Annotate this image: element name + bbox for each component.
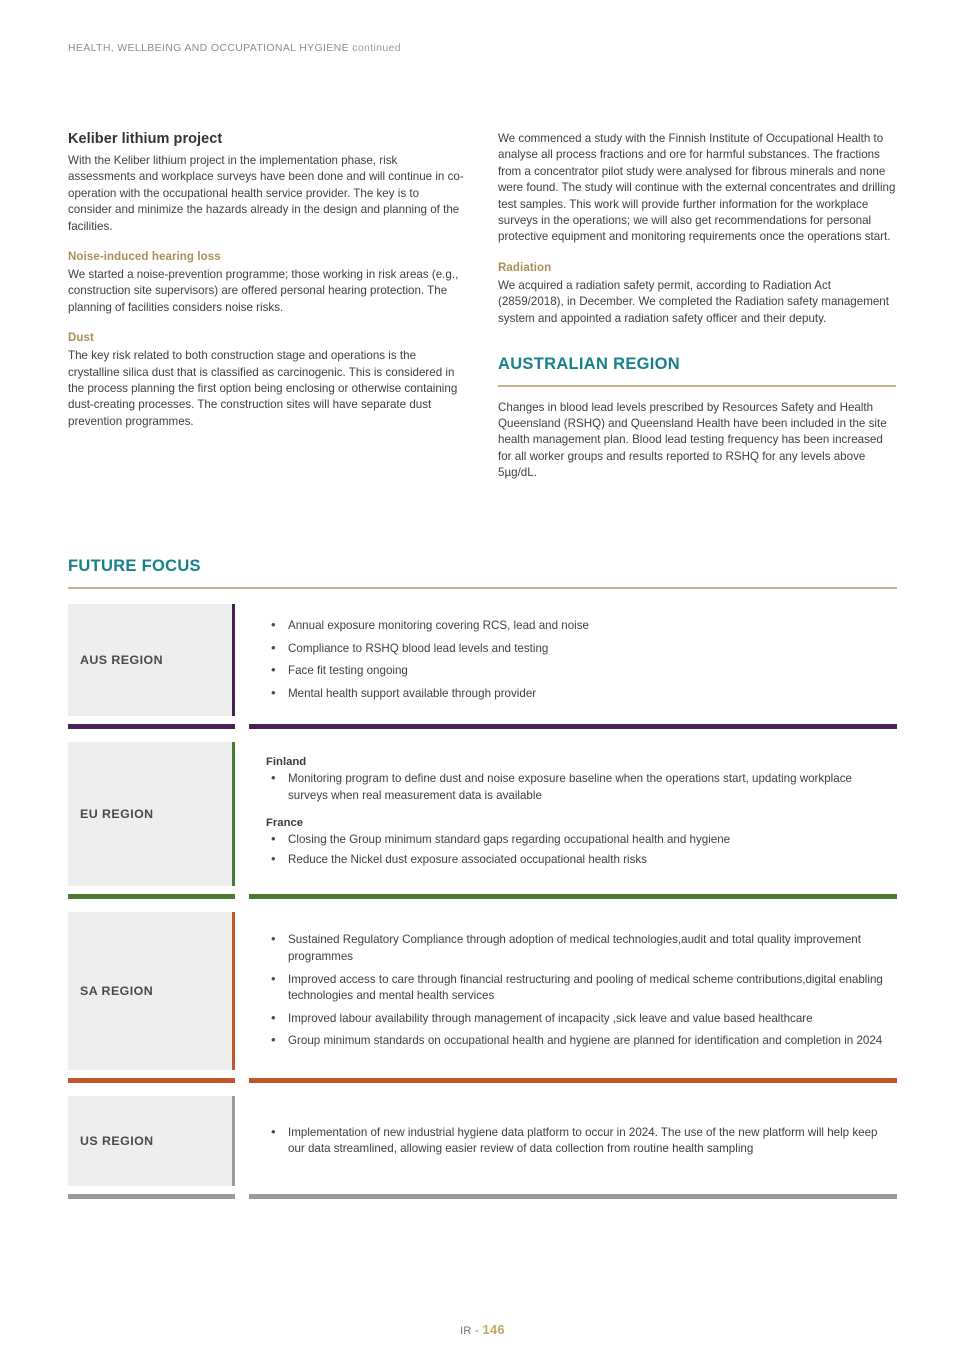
region-accent-bars <box>68 1194 897 1199</box>
future-focus-title: FUTURE FOCUS <box>68 557 201 575</box>
region-content-cell <box>249 742 897 886</box>
australian-region-heading: AUSTRALIAN REGION <box>498 355 681 374</box>
keliber-paragraph: With the Keliber lithium project in the implementation phase, risk assessments and workplace surveys have been done and will continue in co-operation with the occupational health service provider. The key is to consider and minimize the hazards already in the design and planning of the facilities. <box>68 154 464 233</box>
region-bullet-item: • Face fit testing ongoing <box>266 663 887 680</box>
region-bullet-item: • Group minimum standards on occupational health and hygiene are planned for identification and completion in 2024 <box>266 1033 887 1050</box>
region-accent-gap <box>235 724 249 729</box>
region-gutter <box>235 1096 249 1186</box>
body-columns <box>68 131 897 482</box>
region-bullet-list <box>266 832 887 872</box>
region-content-cell <box>249 604 897 716</box>
region-accent-bars <box>68 894 897 899</box>
noise-paragraph: We started a noise-prevention programme; those working in risk areas (e.g., construction site supervisors) are offered personal hearing protection. The planning of facilities considers noise risks. <box>68 268 459 314</box>
page-footer <box>0 1322 965 1337</box>
right-column <box>498 131 896 482</box>
region-gutter <box>235 742 249 886</box>
region-bullet-item: • Implementation of new industrial hygiene data platform to occur in 2024. The use of the new platform will help keep our data streamlined, allowing easier review of data collection from routine health sampling <box>266 1125 887 1158</box>
region-subheading: France <box>266 816 304 829</box>
region-accent-bar-right <box>249 1078 897 1083</box>
region-accent-bar-left <box>68 1078 235 1083</box>
region-block <box>68 1096 897 1199</box>
region-accent-bar-right <box>249 1194 897 1199</box>
region-bullet-list <box>266 932 887 1050</box>
region-content-cell <box>249 1096 897 1186</box>
region-bullet-item: • Compliance to RSHQ blood lead levels and testing <box>266 641 887 658</box>
region-label: US REGION <box>80 1134 154 1149</box>
left-column <box>68 131 466 482</box>
region-label-cell <box>68 604 235 716</box>
running-header <box>68 42 401 54</box>
dust-subheading: Dust <box>68 332 94 345</box>
region-accent-gap <box>235 894 249 899</box>
region-gutter <box>235 604 249 716</box>
radiation-paragraph: We acquired a radiation safety permit, according to Radiation Act (2859/2018), in December. We completed the Radiation safety management system and appointed a radiation safety officer and their deputy. <box>498 278 889 325</box>
region-bullet-item: • Closing the Group minimum standard gaps regarding occupational health and hygiene <box>266 832 887 848</box>
region-accent-bar-left <box>68 1194 235 1199</box>
region-label: AUS REGION <box>80 653 163 668</box>
footer-prefix: IR - <box>460 1325 479 1337</box>
dust-paragraph: The key risk related to both construction stage and operations is the crystalline silica dust that is classified as carcinogenic. This is considered in the process planning the first option being enclosing or otherwise containing dust-creating processes. The construction sites will have separate dust prevention programmes. <box>68 349 458 428</box>
region-accent-bar-right <box>249 894 897 899</box>
noise-subheading: Noise-induced hearing loss <box>68 251 221 264</box>
running-header-title: HEALTH, WELLBEING AND OCCUPATIONAL HYGIENE <box>68 42 349 54</box>
region-bullet-item: • Improved labour availability through management of incapacity ,sick leave and value based healthcare <box>266 1011 887 1028</box>
region-bullet-item: • Mental health support available through provider <box>266 686 887 703</box>
region-bullet-item: • Sustained Regulatory Compliance through adoption of medical technologies,audit and total quality improvement programmes <box>266 932 887 965</box>
region-block <box>68 912 897 1083</box>
region-gutter <box>235 912 249 1070</box>
region-accent-bars <box>68 724 897 729</box>
radiation-subheading: Radiation <box>498 261 552 274</box>
region-accent-gap <box>235 1194 249 1199</box>
region-row <box>68 742 897 886</box>
australian-region-paragraph: Changes in blood lead levels prescribed by Resources Safety and Health Queensland (RSHQ) and Queensland Health have been included in the site health management plan. Blood lead testing frequency has been increased for all worker groups and results reported to RSHQ for any levels above 5µg/dL. <box>498 400 887 480</box>
region-accent-bar-left <box>68 894 235 899</box>
region-accent-bar-right <box>249 724 897 729</box>
region-accent-gap <box>235 1078 249 1083</box>
region-bullet-list <box>266 771 887 807</box>
region-label-cell <box>68 742 235 886</box>
running-header-continued: continued <box>352 42 401 54</box>
future-focus-rule <box>68 587 897 589</box>
region-row <box>68 1096 897 1186</box>
region-row <box>68 604 897 716</box>
region-block <box>68 604 897 729</box>
keliber-heading: Keliber lithium project <box>68 131 223 147</box>
region-block <box>68 742 897 899</box>
region-bullet-item: • Annual exposure monitoring covering RCS, lead and noise <box>266 618 887 635</box>
future-focus-section-header <box>68 557 897 589</box>
footer-page-number: 146 <box>482 1322 505 1337</box>
region-label-cell <box>68 1096 235 1186</box>
region-label-cell <box>68 912 235 1070</box>
region-bullet-item: • Monitoring program to define dust and noise exposure baseline when the operations start, updating workplace surveys when real measurement data is available <box>266 771 887 803</box>
region-bullet-list <box>266 1125 887 1158</box>
region-content-cell <box>249 912 897 1070</box>
region-label: EU REGION <box>80 807 154 822</box>
region-subheading: Finland <box>266 756 307 769</box>
region-bullet-item: • Improved access to care through financial restructuring and pooling of medical scheme contributions,digital enabling technologies and mental health services <box>266 972 887 1005</box>
region-bullet-list <box>266 618 887 702</box>
region-bullet-item: • Reduce the Nickel dust exposure associated occupational health risks <box>266 852 887 868</box>
australian-region-rule <box>498 385 896 387</box>
region-row <box>68 912 897 1070</box>
finnish-institute-paragraph: We commenced a study with the Finnish Institute of Occupational Health to analyse all process fractions and ore for harmful substances. The fractions from a concentrator pilot study were analysed for fibrous minerals and none were found. The study will continue with the external concentrates and drilling test samples. This work will provide further information for the workplace surveys in the operations; we will also get recommendations for personal protective equipment and monitoring requirements once the operations start. <box>498 132 896 244</box>
region-accent-bars <box>68 1078 897 1083</box>
future-focus-regions <box>68 604 897 1212</box>
region-accent-bar-left <box>68 724 235 729</box>
region-label: SA REGION <box>80 984 154 999</box>
